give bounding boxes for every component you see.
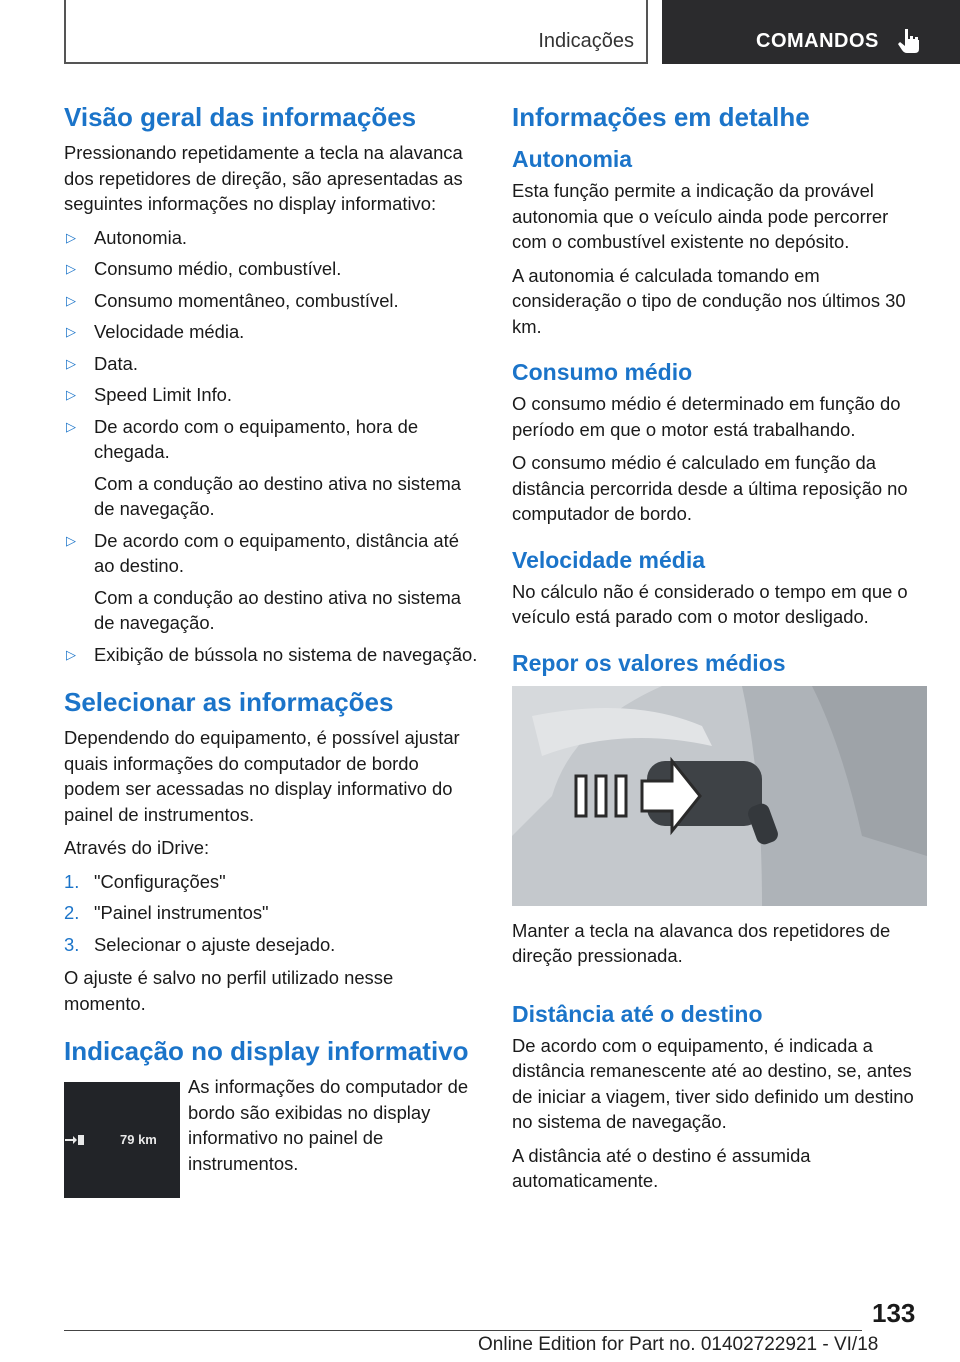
triangle-bullet-icon: ▷ [66, 229, 76, 245]
pointing-hand-icon [895, 26, 925, 56]
display-image [64, 1082, 180, 1198]
reset-heading: Repor os valores médios [512, 649, 786, 676]
range-text-2: A autonomia é calculada tomando em consideração o tipo de condução nos últimos 30 km. [512, 264, 906, 337]
details-heading: Informações em detalhe [512, 102, 810, 132]
page-header [0, 0, 960, 66]
list-item: ▷ Data. [64, 351, 479, 377]
page-number: 133 [872, 1298, 916, 1328]
distance-heading: Distância até o destino [512, 1000, 763, 1027]
overview-heading: Visão geral das informações [64, 102, 417, 132]
footer-divider [64, 1330, 862, 1331]
display-heading: Indicação no display informativo [64, 1036, 469, 1066]
turn-signal-lever-icon [512, 686, 927, 906]
chapter-tab [662, 0, 960, 64]
list-item: ▷ De acordo com o equipamento, hora de chegada. Com a condução ao destino ativa no sistema de navegação. [64, 414, 479, 522]
profile-note: O ajuste é salvo no perfil utilizado nesse momento. [64, 967, 394, 1014]
avg-consumption-text-1: O consumo médio é determinado em função do período em que o motor está trabalhando. [512, 393, 901, 440]
avg-speed-text: No cálculo não é considerado o tempo em que o veículo está parado com o motor desligado. [512, 580, 908, 627]
triangle-bullet-icon: ▷ [66, 532, 76, 548]
list-item: ▷ Autonomia. [64, 225, 479, 251]
triangle-bullet-icon: ▷ [66, 646, 76, 662]
list-item: 3. Selecionar o ajuste desejado. [64, 933, 336, 955]
steps-list [64, 869, 479, 958]
select-info-heading: Selecionar as informações [64, 687, 394, 717]
triangle-bullet-icon: ▷ [66, 387, 76, 402]
list-item-note: Com a condução ao destino ativa no sistema de navegação. [94, 586, 462, 633]
left-column [64, 100, 479, 1199]
list-item: ▷ Speed Limit Info. [64, 382, 479, 408]
reset-caption: Manter a tecla na alavanca dos repetidores de direção pressionada. [512, 919, 891, 966]
list-item: ▷ Velocidade média. [64, 319, 479, 345]
list-item: ▷ Exibição de bússola no sistema de navegação. [64, 642, 479, 668]
avg-consumption-text-2: O consumo médio é calculado em função da distância percorrida desde a última reposição no computador de bordo. [512, 452, 908, 524]
triangle-bullet-icon: ▷ [66, 355, 76, 371]
section-title: Indicações [538, 30, 634, 52]
display-text: As informações do computador de bordo são exibidas no display informativo no painel de instrumentos. [188, 1076, 469, 1174]
distance-text-2: A distância até o destino é assumida automaticamente. [512, 1144, 811, 1191]
range-heading: Autonomia [512, 146, 633, 172]
chapter-title: COMANDOS [756, 30, 879, 52]
lever-illustration [512, 686, 927, 906]
fuel-range-icon [64, 1132, 86, 1148]
list-item-note: Com a condução ao destino ativa no sistema de navegação. [94, 472, 462, 519]
list-item: ▷ De acordo com o equipamento, distância até ao destino. Com a condução ao destino ativa no sistema de navegação. [64, 528, 479, 636]
range-text-1: Esta função permite a indicação da provável autonomia que o veículo ainda pode percorrer com o combustível existente no depósito. [512, 180, 889, 252]
right-column [512, 100, 927, 1202]
list-item: ▷ Consumo médio, combustível. [64, 256, 479, 282]
info-list [64, 225, 479, 668]
triangle-bullet-icon: ▷ [66, 292, 76, 308]
triangle-bullet-icon: ▷ [66, 261, 76, 276]
select-info-text: Dependendo do equipamento, é possível ajustar quais informações do computador de bordo podem ser acessadas no display informativo do painel de instrumentos. [64, 727, 460, 825]
list-item: ▷ Consumo momentâneo, combustível. [64, 288, 479, 314]
list-item: 1. "Configurações" [64, 870, 226, 892]
edition-note: Online Edition for Part no. 01402722921 - VI/18 [478, 1334, 879, 1355]
section-tab [64, 0, 648, 64]
distance-text-1: De acordo com o equipamento, é indicada a distância remanescente até ao destino, se, antes de iniciar a viagem, tiver sido definido um destino no sistema de navegação. [512, 1034, 914, 1132]
overview-intro: Pressionando repetidamente a tecla na alavanca dos repetidores de direção, são apresentadas as seguintes informações no display informativo: [64, 142, 463, 214]
triangle-bullet-icon: ▷ [66, 418, 76, 434]
triangle-bullet-icon: ▷ [66, 324, 76, 339]
avg-consumption-heading: Consumo médio [512, 359, 693, 385]
idrive-text: Através do iDrive: [64, 837, 210, 858]
avg-speed-heading: Velocidade média [512, 546, 706, 573]
display-figure [64, 1074, 479, 1199]
range-readout: 79 km [120, 1132, 157, 1147]
list-item: 2. "Painel instrumentos" [64, 902, 269, 923]
